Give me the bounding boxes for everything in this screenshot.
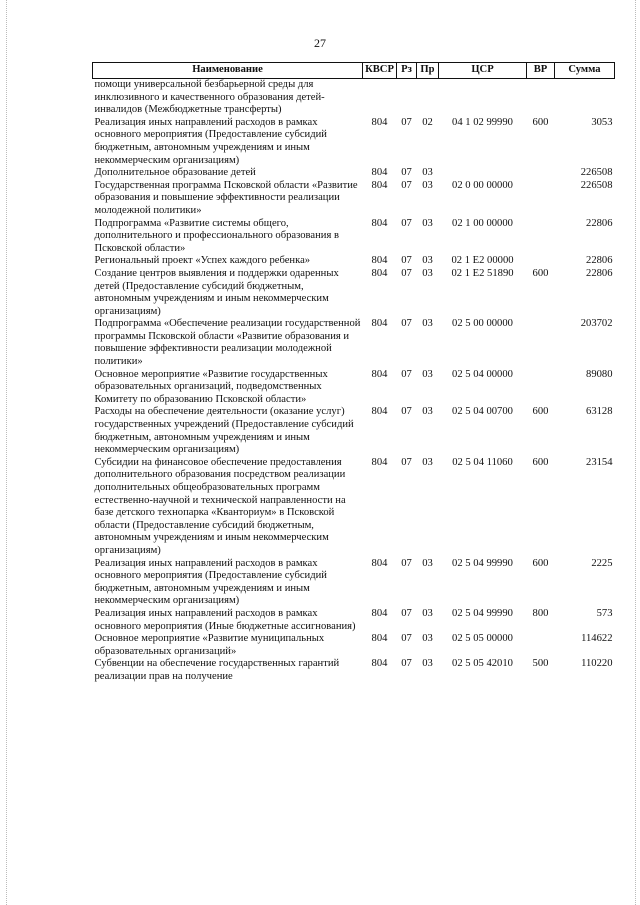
cell-vr: 600 bbox=[532, 406, 549, 418]
cell-rz: 07 bbox=[401, 658, 412, 670]
cell-sum: 89080 bbox=[586, 368, 613, 380]
cell-name: Основное мероприятие «Развитие муниципальных образовательных организаций» bbox=[94, 633, 325, 657]
cell-csr: 02 5 05 00000 bbox=[452, 633, 513, 645]
cell-kvsr: 804 bbox=[371, 167, 388, 179]
cell-rz: 07 bbox=[401, 116, 412, 128]
cell-sum: 114622 bbox=[581, 633, 613, 645]
header-pr: Пр bbox=[417, 63, 439, 79]
cell-pr: 03 bbox=[422, 217, 433, 229]
cell-csr: 02 5 04 00700 bbox=[452, 406, 513, 418]
cell-kvsr: 804 bbox=[371, 255, 388, 267]
cell-kvsr bbox=[363, 79, 397, 117]
cell-csr bbox=[439, 167, 527, 180]
cell-csr: 02 5 00 00000 bbox=[452, 318, 513, 330]
cell-sum: 226508 bbox=[580, 179, 613, 191]
cell-name: Создание центров выявления и поддержки одаренных детей (Предоставление субсидий бюджетным, автономным учреждениям и иным некоммерческим организациям) bbox=[94, 267, 339, 317]
cell-name: Субсидии на финансовое обеспечение предоставления дополнительного образования посредством реализации дополнительных общеобразовательных программ естественно-научной и технической направленности на базе детского технопарка «Кванториум» в Псковской области (Предоставление субсидий бюджетным, автономным учреждениям и иным некоммерческим организациям) bbox=[94, 456, 346, 556]
cell-kvsr: 804 bbox=[371, 179, 388, 191]
table-row bbox=[93, 79, 615, 117]
table-row bbox=[93, 318, 615, 368]
cell-pr: 03 bbox=[422, 368, 433, 380]
cell-vr bbox=[527, 369, 555, 407]
cell-csr: 04 1 02 99990 bbox=[452, 116, 513, 128]
header-vr: ВР bbox=[527, 63, 555, 79]
cell-vr bbox=[527, 318, 555, 368]
table-row bbox=[93, 218, 615, 256]
table-row bbox=[93, 558, 615, 608]
cell-rz: 07 bbox=[401, 607, 412, 619]
cell-pr: 03 bbox=[422, 658, 433, 670]
cell-vr bbox=[527, 218, 555, 256]
cell-vr: 500 bbox=[532, 658, 549, 670]
cell-name: Реализация иных направлений расходов в рамках основного мероприятия (Предоставление субсидий бюджетным, автономным учреждениям и иным некоммерческим организациям) bbox=[94, 557, 327, 607]
header-csr: ЦСР bbox=[439, 63, 527, 79]
scan-edge-right bbox=[635, 0, 636, 905]
cell-csr: 02 5 04 11060 bbox=[452, 456, 513, 468]
cell-sum: 22806 bbox=[586, 255, 613, 267]
cell-kvsr: 804 bbox=[371, 217, 388, 229]
cell-kvsr: 804 bbox=[371, 368, 388, 380]
cell-rz: 07 bbox=[401, 368, 412, 380]
cell-pr: 03 bbox=[422, 607, 433, 619]
cell-pr bbox=[417, 79, 439, 117]
header-sum: Сумма bbox=[555, 63, 615, 79]
cell-name: Подпрограмма «Развитие системы общего, дополнительного и профессионального образования в Псковской области» bbox=[94, 217, 339, 254]
cell-name: Подпрограмма «Обеспечение реализации государственной программы Псковской области «Развитие образования и повышение эффективности реализации молодежной политики» bbox=[94, 318, 361, 368]
table-header-row bbox=[93, 63, 615, 79]
cell-kvsr: 804 bbox=[371, 318, 388, 330]
cell-rz: 07 bbox=[401, 318, 412, 330]
cell-rz: 07 bbox=[401, 167, 412, 179]
page-number: 27 bbox=[314, 36, 326, 50]
header-name: Наименование bbox=[93, 63, 363, 79]
cell-pr: 03 bbox=[422, 255, 433, 267]
cell-sum: 63128 bbox=[586, 406, 613, 418]
cell-csr: 02 1 E2 00000 bbox=[451, 255, 514, 267]
cell-pr: 03 bbox=[422, 318, 433, 330]
cell-csr: 02 1 E2 51890 bbox=[451, 267, 514, 279]
cell-sum: 23154 bbox=[586, 456, 613, 468]
cell-sum: 22806 bbox=[586, 267, 613, 279]
cell-vr bbox=[527, 255, 555, 268]
table-row bbox=[93, 406, 615, 456]
table-row bbox=[93, 658, 615, 683]
cell-vr bbox=[527, 180, 555, 218]
table-row bbox=[93, 369, 615, 407]
cell-pr: 02 bbox=[422, 116, 433, 128]
cell-csr: 02 0 00 00000 bbox=[452, 179, 513, 191]
header-rz: Рз bbox=[397, 63, 417, 79]
cell-kvsr: 804 bbox=[371, 116, 388, 128]
cell-sum: 226508 bbox=[580, 167, 613, 179]
cell-vr bbox=[527, 633, 555, 658]
cell-rz: 07 bbox=[401, 217, 412, 229]
cell-kvsr: 804 bbox=[371, 557, 388, 569]
cell-kvsr: 804 bbox=[371, 633, 388, 645]
table-row bbox=[93, 117, 615, 167]
cell-kvsr: 804 bbox=[371, 658, 388, 670]
cell-csr bbox=[439, 79, 527, 117]
cell-rz: 07 bbox=[401, 557, 412, 569]
cell-sum: 203702 bbox=[580, 318, 613, 330]
cell-sum: 573 bbox=[596, 607, 613, 619]
cell-pr: 03 bbox=[422, 633, 433, 645]
cell-rz bbox=[397, 79, 417, 117]
cell-pr: 03 bbox=[422, 267, 433, 279]
table-row bbox=[93, 167, 615, 180]
table-row bbox=[93, 608, 615, 633]
cell-sum bbox=[555, 79, 615, 117]
cell-name: Реализация иных направлений расходов в рамках основного мероприятия (Иные бюджетные ассигнования) bbox=[94, 607, 356, 632]
cell-pr: 03 bbox=[422, 179, 433, 191]
budget-table bbox=[92, 62, 615, 684]
cell-rz: 07 bbox=[401, 633, 412, 645]
cell-vr bbox=[527, 79, 555, 117]
cell-name: Реализация иных направлений расходов в рамках основного мероприятия (Предоставление субсидий бюджетным, автономным учреждениям и иным некоммерческим организациям) bbox=[94, 116, 327, 166]
cell-sum: 3053 bbox=[591, 116, 613, 128]
cell-vr: 600 bbox=[532, 267, 549, 279]
cell-kvsr: 804 bbox=[371, 607, 388, 619]
cell-vr: 600 bbox=[532, 456, 549, 468]
cell-csr: 02 5 05 42010 bbox=[452, 658, 513, 670]
cell-name: Субвенции на обеспечение государственных гарантий реализации прав на получение bbox=[94, 658, 340, 682]
scan-edge-left bbox=[6, 0, 7, 905]
table-row bbox=[93, 180, 615, 218]
table-row bbox=[93, 457, 615, 558]
cell-sum: 2225 bbox=[591, 557, 613, 569]
cell-kvsr: 804 bbox=[371, 406, 388, 418]
cell-csr: 02 1 00 00000 bbox=[452, 217, 513, 229]
cell-name: Расходы на обеспечение деятельности (оказание услуг) государственных учреждений (Предоставление субсидий бюджетным, автономным учреждениям и иным некоммерческим организациям) bbox=[94, 406, 354, 456]
cell-sum: 110220 bbox=[581, 658, 613, 670]
cell-rz: 07 bbox=[401, 456, 412, 468]
cell-name: помощи универсальной безбарьерной среды для инклюзивного и качественного образования детей-инвалидов (Межбюджетные трансферты) bbox=[94, 79, 325, 116]
cell-pr: 03 bbox=[422, 167, 433, 179]
cell-vr bbox=[527, 167, 555, 180]
cell-name: Основное мероприятие «Развитие государственных образовательных организаций, подведомственных Комитету по образованию Псковской области» bbox=[94, 368, 328, 405]
cell-rz: 07 bbox=[401, 406, 412, 418]
cell-pr: 03 bbox=[422, 406, 433, 418]
cell-rz: 07 bbox=[401, 255, 412, 267]
cell-vr: 800 bbox=[532, 607, 549, 619]
cell-rz: 07 bbox=[401, 267, 412, 279]
cell-pr: 03 bbox=[422, 456, 433, 468]
cell-vr: 600 bbox=[532, 116, 549, 128]
cell-csr: 02 5 04 99990 bbox=[452, 607, 513, 619]
cell-vr: 600 bbox=[532, 557, 549, 569]
cell-name: Региональный проект «Успех каждого ребенка» bbox=[94, 255, 311, 267]
cell-csr: 02 5 04 00000 bbox=[452, 368, 513, 380]
cell-name: Государственная программа Псковской области «Развитие образования и повышение эффективности реализации молодежной политики» bbox=[94, 179, 358, 216]
table-row bbox=[93, 255, 615, 268]
header-kvsr: КВСР bbox=[363, 63, 397, 79]
cell-csr: 02 5 04 99990 bbox=[452, 557, 513, 569]
cell-kvsr: 804 bbox=[371, 456, 388, 468]
table-row bbox=[93, 633, 615, 658]
cell-rz: 07 bbox=[401, 179, 412, 191]
cell-pr: 03 bbox=[422, 557, 433, 569]
table-row bbox=[93, 268, 615, 318]
cell-kvsr: 804 bbox=[371, 267, 388, 279]
cell-sum: 22806 bbox=[586, 217, 613, 229]
cell-name: Дополнительное образование детей bbox=[94, 167, 256, 179]
